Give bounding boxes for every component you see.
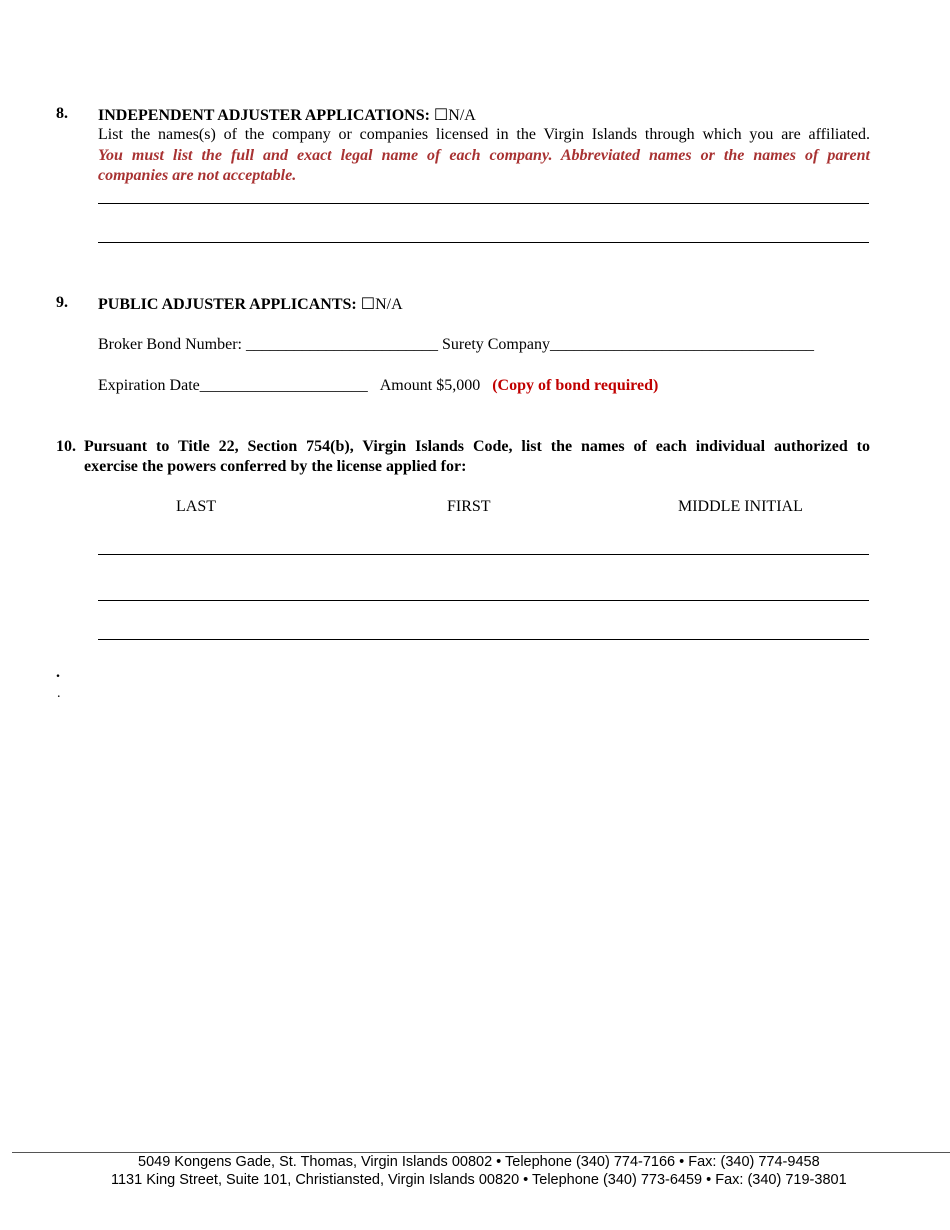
na-label-8: N/A	[448, 107, 476, 124]
stray-dot-bold: .	[56, 664, 60, 681]
section-8-warning-line1: You must list the full and exact legal name of each company. Abbreviated names or the names of parent	[98, 147, 870, 164]
broker-bond-label: Broker Bond Number:	[98, 336, 242, 353]
section-10-text-line2: exercise the powers conferred by the license applied for:	[84, 458, 467, 475]
amount-label: Amount $5,000	[379, 377, 481, 394]
section-8-warning-line2: companies are not acceptable.	[98, 167, 297, 184]
company-name-line-1[interactable]	[98, 203, 869, 204]
section-8-heading-row	[98, 105, 476, 125]
individual-name-line-1[interactable]	[98, 554, 869, 555]
surety-company-label: Surety Company	[441, 336, 550, 353]
column-middle-initial: MIDDLE INITIAL	[678, 498, 803, 515]
na-label-9: N/A	[375, 296, 403, 313]
section-9-heading-row	[98, 294, 403, 314]
company-name-line-2[interactable]	[98, 242, 869, 243]
na-checkbox-8[interactable]: ☐	[433, 107, 449, 124]
individual-name-line-3[interactable]	[98, 639, 869, 640]
surety-company-field[interactable]: _________________________________	[549, 336, 814, 353]
column-last: LAST	[176, 498, 216, 515]
individual-name-line-2[interactable]	[98, 600, 869, 601]
bond-row	[98, 336, 814, 354]
section-8-heading: INDEPENDENT ADJUSTER APPLICATIONS:	[98, 107, 430, 124]
footer-address-christiansted: 1131 King Street, Suite 101, Christiansted, Virgin Islands 00820 • Telephone (340) 773-6459 • Fax: (340) 719-3801	[111, 1172, 847, 1188]
na-checkbox-9[interactable]: ☐	[360, 296, 376, 313]
section-10-text-line1: Pursuant to Title 22, Section 754(b), Virgin Islands Code, list the names of each individual authorized to	[84, 438, 870, 455]
stray-dot-plain: .	[57, 686, 61, 701]
section-9-number: 9.	[56, 294, 68, 311]
footer-address-st-thomas: 5049 Kongens Gade, St. Thomas, Virgin Islands 00802 • Telephone (340) 774-7166 • Fax: (340) 774-9458	[138, 1154, 820, 1170]
column-first: FIRST	[447, 498, 491, 515]
section-10-number: 10.	[56, 438, 76, 455]
broker-bond-field[interactable]: ________________________	[245, 336, 438, 353]
section-9-heading: PUBLIC ADJUSTER APPLICANTS:	[98, 296, 357, 313]
footer-rule	[12, 1152, 950, 1153]
bond-required-note: (Copy of bond required)	[492, 377, 659, 394]
section-8-number: 8.	[56, 105, 68, 122]
expiration-row	[98, 377, 658, 395]
section-8-instruction: List the names(s) of the company or companies licensed in the Virgin Islands through which you are affiliated.	[98, 126, 870, 143]
expiration-date-label: Expiration Date	[98, 377, 200, 394]
expiration-date-field[interactable]: _____________________	[199, 377, 368, 394]
